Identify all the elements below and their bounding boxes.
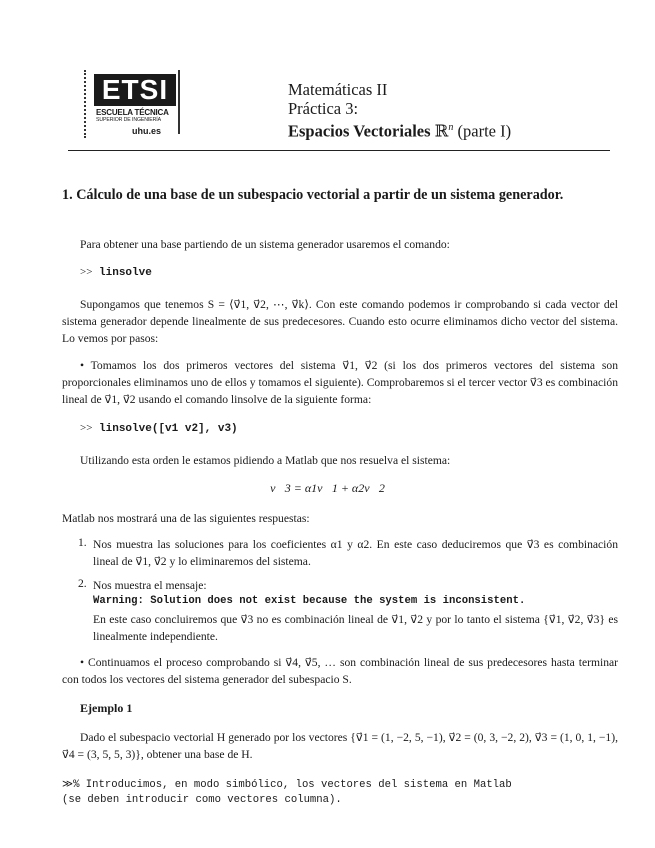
header-rule [68,150,610,151]
paragraph-intro: Para obtener una base partiendo de un sistema generador usaremos el comando: [80,238,450,251]
logo-text: ETSI [94,74,176,106]
logo-university: uhu.es [132,126,162,136]
warning-message: Warning: Solution does not exist because the system is inconsistent. [93,595,526,607]
practice-label: Práctica 3: [288,99,359,118]
practice-title-bold: Espacios Vectoriales [288,121,431,141]
code-block [62,778,512,808]
list-item-number: 1. [78,536,87,549]
command-linsolve [80,266,152,279]
paragraph-order: Utilizando esta orden le estamos pidiendo a Matlab que nos resuelva el sistema: [80,454,451,467]
command-code: linsolve [99,267,152,279]
command-linsolve-call [80,422,238,435]
list-item-conclusion: En este caso concluiremos que v⃗3 no es combinación lineal de v⃗1, v⃗2 y por lo tanto el sistema {v⃗1, v⃗2, v⃗3} es linealmente independiente. [93,613,618,643]
section-title: 1. Cálculo de una base de un subespacio vectorial a partir de un sistema generador. [62,187,564,203]
etsi-logo [80,70,180,140]
list-item-text: Nos muestra el mensaje: [93,579,207,592]
logo-school-line2: SUPERIOR DE INGENIERÍA [96,117,161,123]
practice-title-sup: n [448,122,454,133]
command-prompt: >> [80,266,93,278]
paragraph-continue: • Continuamos el proceso comprobando si v⃗4, v⃗5, … son combinación lineal de sus predecesores hasta terminar con todos los vectores del sistema generador del subespacio S. [62,656,618,686]
paragraph-responses: Matlab nos mostrará una de las siguientes respuestas: [62,512,310,525]
list-item-number: 2. [78,577,87,590]
course-title: Matemáticas II [288,80,388,99]
practice-title [288,118,511,141]
example-title: Ejemplo 1 [80,701,133,715]
command-code: linsolve([v1 v2], v3) [99,423,238,435]
paragraph-step1: • Tomamos los dos primeros vectores del sistema v⃗1, v⃗2 (si los dos primeros vectores del sistema son proporcionales eliminamos uno de ellos y tomamos el siguiente). Comprobaremos si el tercer vector v⃗3 es combinación lineal de v⃗1, v⃗2 usando el comando linsolve de la siguiente forma: [62,359,618,406]
logo-school-line1: ESCUELA TÉCNICA [96,108,169,117]
logo-bracket-right [178,70,183,134]
paragraph-suppose: Supongamos que tenemos S = ⟨v⃗1, v⃗2, ⋯, v⃗k⟩. Con este comando podemos ir comprobando si cada vector del sistema generador depende linealmente de sus predecesores. Cuando esto ocurre eliminamos dicho vector del sistema. Lo vemos por pasos: [62,298,618,345]
example-statement: Dado el subespacio vectorial H generado por los vectores {v⃗1 = (1, −2, 5, −1), v⃗2 = (0, 3, −2, 2), v⃗3 = (1, 0, 1, −1), v⃗4 = (3, 5, 5, 3)}, obtener una base de H. [62,731,618,761]
list-item-text: Nos muestra las soluciones para los coeficientes α1 y α2. En este caso deduciremos que v⃗3 es combinación lineal de v⃗1, v⃗2 y lo eliminaremos del sistema. [93,538,618,568]
logo-bracket-left [84,70,89,138]
code-line: (se deben introducir como vectores columna). [62,794,342,806]
practice-title-tail: (parte I) [457,121,512,141]
command-prompt: >> [80,422,93,434]
system-equation: v⃗3 = α1v⃗1 + α2v⃗2 [270,481,385,495]
code-line: ≫% Introducimos, en modo simbólico, los vectores del sistema en Matlab [62,779,512,791]
practice-title-space: ℝ [434,121,449,141]
